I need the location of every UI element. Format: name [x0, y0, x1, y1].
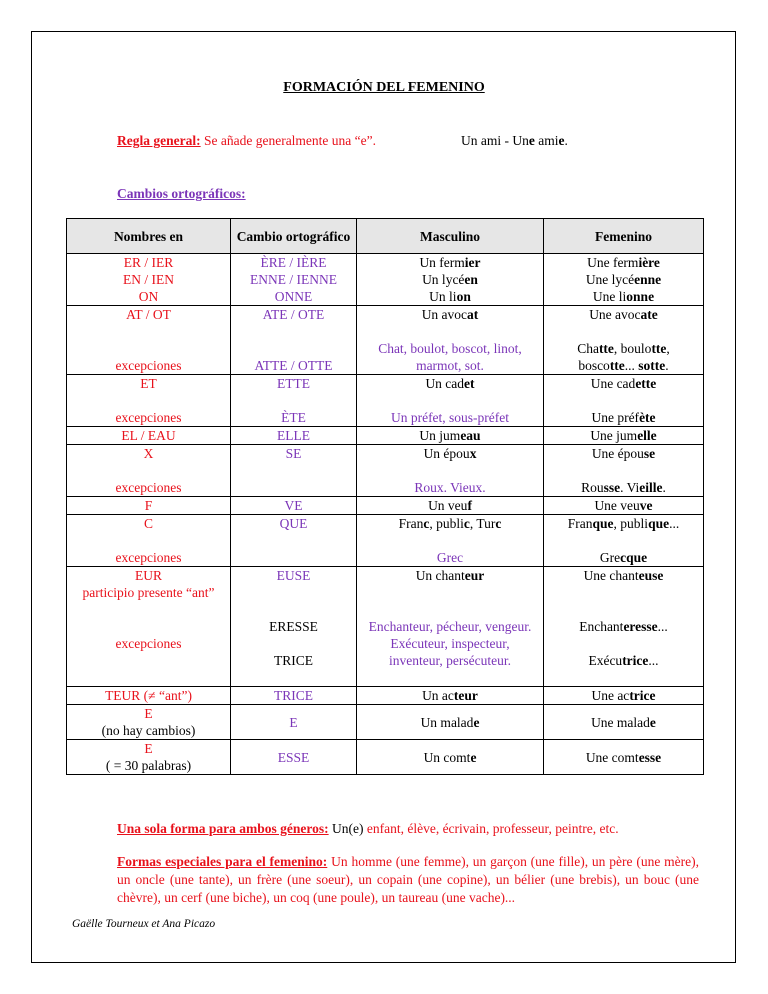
table-row: E ( = 30 palabras) ESSE Un comte Une comtesse — [67, 740, 704, 775]
rule-example: Un ami - Une amie. — [461, 133, 568, 148]
table-row: TEUR (≠ “ant”) TRICE Un acteur Une actrice — [67, 687, 704, 705]
table-row: C excepciones QUE Franc, public, Turc Grec Franque, publique... Grecque — [67, 515, 704, 567]
header-nombres: Nombres en — [67, 219, 231, 254]
single-form-label: Una sola forma para ambos géneros: — [117, 821, 329, 836]
special-forms-note: Formas especiales para el femenino: Un homme (une femme), un garçon (une fille), un père (une mère), un oncle (une tante), un frère (une soeur), un copain (une copine), un bélier (une brebis), un bouc (une chèvre), un cerf (une biche), un coq (une poule), un taureau (une vache)... — [117, 854, 699, 905]
header-cambio: Cambio ortográfico — [231, 219, 357, 254]
rule-text: Se añade generalmente una “e”. — [200, 133, 377, 148]
table-row: EL / EAU ELLE Un jumeau Une jumelle — [67, 427, 704, 445]
feminine-table — [66, 218, 704, 775]
table-row: EUR participio presente “ant” excepciones EUSE ERESSE TRICE Un chanteur Enchanteur, pécheur, vengeur. Exécuteur, inspecteur, inventeur, persécuteur. Une chanteuse Enchanteresse... Exécutrice... — [67, 567, 704, 687]
single-form-note: Una sola forma para ambos géneros: Un(e) enfant, élève, écrivain, professeur, peintre, etc. — [117, 821, 619, 836]
cambios-heading: Cambios ortográficos: — [117, 186, 246, 201]
header-masculino: Masculino — [357, 219, 544, 254]
table-row: F VE Un veuf Une veuve — [67, 497, 704, 515]
special-forms-label: Formas especiales para el femenino: — [117, 854, 328, 869]
table-row: ER / IER EN / IEN ON ÈRE / IÈRE ENNE / IENNE ONNE Un fermier Un lycéen Un lion Une fermière Une lycéenne Une lionne — [67, 254, 704, 306]
table-header-row — [67, 219, 704, 254]
footer-authors: Gaëlle Tourneux et Ana Picazo — [72, 918, 216, 930]
page-title: FORMACIÓN DEL FEMENINO — [283, 80, 485, 95]
table-row: X excepciones SE Un époux Roux. Vieux. Une épouse Rousse. Vieille. — [67, 445, 704, 497]
table-row: E (no hay cambios) E Un malade Une malade — [67, 705, 704, 740]
header-femenino: Femenino — [544, 219, 704, 254]
general-rule — [117, 133, 568, 149]
rule-label: Regla general: — [117, 133, 201, 148]
table-row: AT / OT excepciones ATE / OTE ATTE / OTTE Un avocat Chat, boulot, boscot, linot, marmot, sot. Une avocate Chatte, boulotte, boscotte... sotte. — [67, 306, 704, 375]
table-row: ET excepciones ETTE ÈTE Un cadet Un préfet, sous-préfet Une cadette Une préfète — [67, 375, 704, 427]
